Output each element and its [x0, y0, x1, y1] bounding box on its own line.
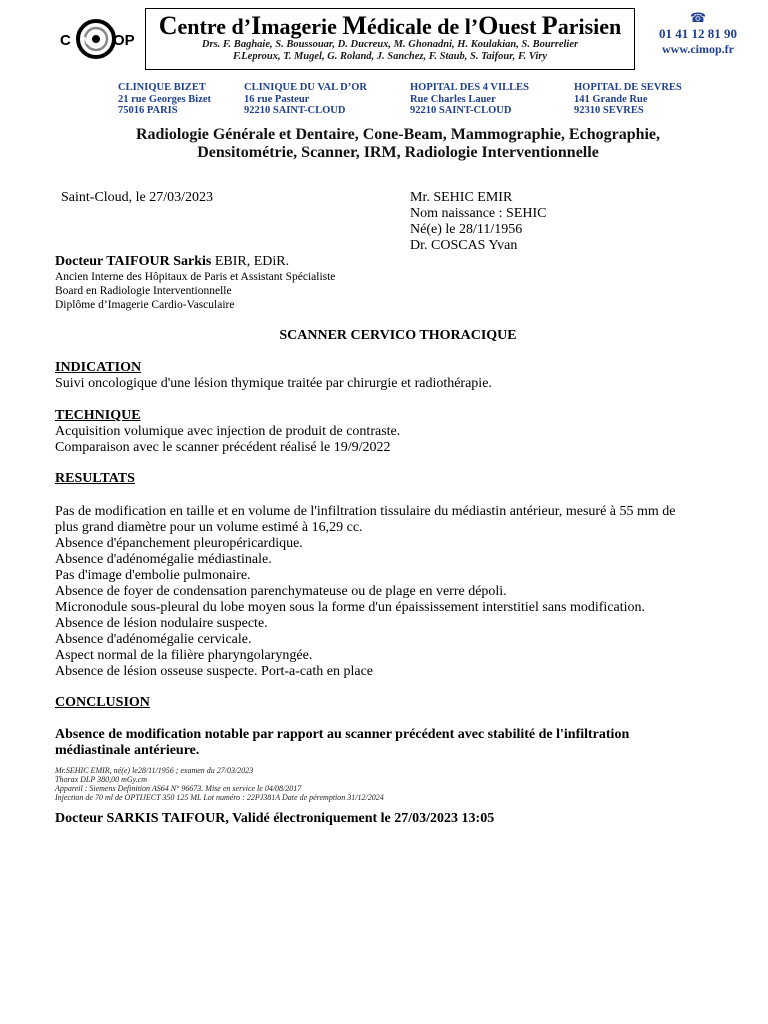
center-header-box [145, 8, 635, 70]
center-name-part: C [158, 11, 178, 40]
site-name: HOPITAL DE SEVRES [574, 82, 682, 93]
doctor-titles: EBIR, EDiR. [211, 254, 290, 269]
site-address: Rue Charles Lauer [410, 93, 496, 105]
technique-text [55, 424, 400, 456]
doctor-name-line [55, 254, 335, 270]
center-name-part: P [541, 11, 558, 40]
site-clinique-val-dor [244, 82, 367, 117]
validation-doctor: Docteur SARKIS TAIFOUR [55, 811, 226, 826]
svg-text:OP: OP [113, 32, 135, 49]
site-city: 92210 SAINT-CLOUD [410, 105, 512, 116]
results-line: Absence de lésion osseuse suspecte. Port-a-cath en place [55, 664, 373, 679]
svg-text:C: C [60, 32, 71, 49]
center-name-part: I [251, 11, 262, 40]
site-hopital-4-villes [410, 82, 529, 117]
indication-text: Suivi oncologique d'une lésion thymique traitée par chirurgie et radiothérapie. [55, 376, 492, 391]
contact-block [648, 12, 748, 56]
specialties-line-2: Densitométrie, Scanner, IRM, Radiologie Interventionnelle [197, 144, 599, 161]
results-line: Micronodule sous-pleural du lobe moyen sous la forme d'un épaississement interstitiel sans modification. [55, 600, 646, 615]
site-hopital-sevres [574, 82, 682, 117]
conclusion-line: Absence de modification notable par rapport au scanner précédent avec stabilité de l'infiltration [55, 727, 630, 742]
site-name: HOPITAL DES 4 VILLES [410, 82, 529, 93]
exam-title: SCANNER CERVICO THORACIQUE [279, 328, 517, 343]
site-clinique-bizet [118, 82, 211, 117]
center-name-part: O [478, 11, 499, 40]
doctor-name: Docteur TAIFOUR Sarkis [55, 254, 212, 269]
doctor-block [55, 254, 335, 312]
results-line: Pas d'image d'embolie pulmonaire. [55, 568, 251, 583]
results-line: plus grand diamètre pour un volume estimé à 16,29 cc. [55, 520, 363, 535]
electronic-validation [55, 811, 494, 827]
results-line: Absence de lésion nodulaire suspecte. [55, 616, 268, 631]
technical-note: Mr.SEHIC EMIR, né(e) le28/11/1956 ; examen du 27/03/2023 [55, 766, 254, 775]
site-city: 92210 SAINT-CLOUD [244, 105, 346, 116]
specialties [60, 126, 736, 162]
referring-doctor: Dr. COSCAS Yvan [410, 238, 518, 253]
validation-text: , Validé électroniquement le 27/03/2023 13:05 [225, 811, 495, 826]
conclusion-line: médiastinale antérieure. [55, 743, 200, 758]
phone-number: 01 41 12 81 90 [659, 26, 737, 41]
technical-note: Appareil : Siemens Definition AS64 N° 96673. Mise en service le 04/08/2017 [55, 784, 302, 793]
technique-heading: TECHNIQUE [55, 408, 141, 423]
cimop-logo [58, 14, 140, 64]
specialties-line-1: Radiologie Générale et Dentaire, Cone-Beam, Mammographie, Echographie, [135, 126, 661, 143]
svg-text:IM: IM [80, 36, 92, 47]
doctors-line-2: F.Leproux, T. Mugel, G. Roland, J. Sanchez, F. Staub, S. Taifour, F. Viry [232, 51, 548, 62]
site-address: 21 rue Georges Bizet [118, 93, 212, 105]
site-address: 141 Grande Rue [574, 93, 648, 105]
technical-note: Injection de 70 ml de OPTIJECT 350 125 ML Lot numéro : 22PJ381A Date de péremption 31/12/2024 [55, 793, 384, 802]
doctor-credential: Ancien Interne des Hôpitaux de Paris et Assistant Spécialiste [55, 271, 336, 283]
center-name-part: magerie [261, 14, 343, 39]
results-text [55, 504, 676, 680]
technique-line: Comparaison avec le scanner précédent réalisé le 19/9/2022 [55, 440, 391, 455]
center-name-part: entre d’ [177, 14, 252, 39]
technical-notes [55, 766, 384, 802]
conclusion-heading: CONCLUSION [55, 695, 150, 710]
center-name-part: M [342, 11, 367, 40]
patient-name: Mr. SEHIC EMIR [410, 190, 513, 205]
patient-birth-date: Né(e) le 28/11/1956 [410, 222, 523, 237]
results-line: Absence d'adénomégalie médiastinale. [55, 552, 272, 567]
results-line: Absence de foyer de condensation parenchymateuse ou de plage en verre dépoli. [55, 584, 507, 599]
indication-heading: INDICATION [55, 360, 142, 375]
technique-line: Acquisition volumique avec injection de produit de contraste. [55, 424, 401, 439]
patient-birth-name: Nom naissance : SEHIC [410, 206, 547, 221]
doctors-line-1: Drs. F. Baghaie, S. Boussouar, D. Ducreux, M. Ghonadni, H. Koulakian, S. Bourrelier [201, 39, 579, 50]
results-line: Pas de modification en taille et en volume de l'infiltration tissulaire du médiastin antérieur, mesuré à 55 mm de [55, 504, 676, 519]
site-city: 75016 PARIS [118, 105, 178, 116]
site-address: 16 rue Pasteur [244, 93, 310, 105]
site-name: CLINIQUE DU VAL D’OR [244, 82, 368, 93]
site-name: CLINIQUE BIZET [118, 82, 206, 93]
website-link[interactable]: www.cimop.fr [662, 42, 734, 56]
results-line: Absence d'épanchement pleuropéricardique. [55, 536, 303, 551]
patient-block [410, 190, 546, 254]
results-heading: RESULTATS [55, 471, 135, 486]
results-line: Absence d'adénomégalie cervicale. [55, 632, 252, 647]
center-name-part: arisien [557, 14, 622, 39]
center-name [146, 11, 634, 40]
results-line: Aspect normal de la filière pharyngolaryngée. [55, 648, 313, 663]
doctor-credential: Diplôme d’Imagerie Cardio-Vasculaire [55, 299, 235, 311]
place-date: Saint-Cloud, le 27/03/2023 [61, 190, 214, 205]
doctor-credential: Board en Radiologie Interventionnelle [55, 285, 232, 297]
technical-note: Thorax DLP 380,00 mGy.cm [55, 775, 148, 784]
site-city: 92310 SEVRES [574, 105, 644, 116]
conclusion-text [55, 727, 629, 759]
center-name-part: édicale de l’ [366, 14, 479, 39]
telephone-icon: ☎ [689, 11, 707, 26]
center-name-part: uest [498, 14, 542, 39]
